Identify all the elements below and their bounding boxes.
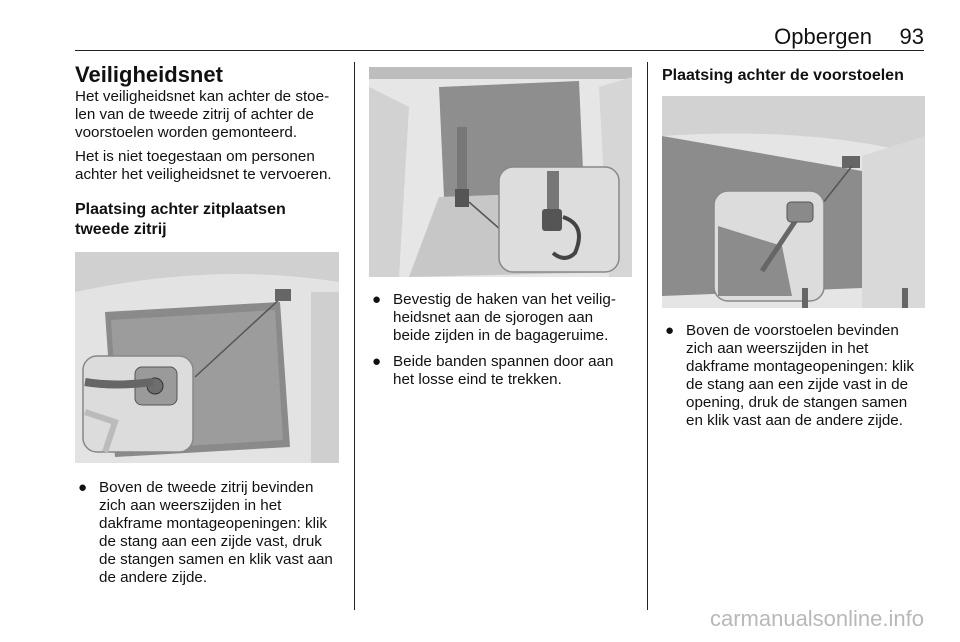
- bullet-list-cargo: [369, 291, 632, 389]
- list-item: [662, 322, 925, 430]
- warning-paragraph: Het is niet toegestaan om personen achter het veiligheidsnet te vervoeren.: [75, 148, 332, 183]
- list-item-text: Boven de voorstoelen bevinden zich aan weerszijden in het dakframe montageopeningen: klik de stang aan een zijde vast in de opening, druk de stangen samen en klik vast aan de andere zijde.: [686, 322, 914, 429]
- illustration-second-row-drawing: [75, 252, 339, 463]
- page-number: 93: [899, 24, 924, 49]
- bullet-list-front-seats: [662, 322, 925, 430]
- header-rule: [75, 50, 924, 51]
- watermark-text: carmanualsonline.info: [709, 606, 924, 631]
- section-heading: Veiligheidsnet: [75, 62, 223, 87]
- left-column: [75, 62, 339, 595]
- list-item-text: Bevestig de haken van het veiligheidsnet aan de sjorogen aan beide zijden in de bagageruime.: [393, 291, 616, 344]
- middle-column: [369, 67, 632, 397]
- list-item: [369, 353, 632, 389]
- list-item: [369, 291, 632, 345]
- bullet-icon: ●: [78, 479, 88, 496]
- list-item-text: Beide banden spannen door aan het losse eind te trekken.: [393, 353, 614, 388]
- right-column: [662, 66, 925, 438]
- bullet-list-second-row: [75, 479, 339, 587]
- subheading-front-seats: Plaatsing achter de voorstoelen: [662, 67, 904, 84]
- illustration-front-seats-drawing: [662, 96, 925, 308]
- column-divider-right: [647, 62, 648, 610]
- illustration-second-row: [75, 252, 339, 463]
- column-divider-left: [354, 62, 355, 610]
- bullet-icon: ●: [665, 322, 675, 339]
- page-title: Opbergen: [774, 24, 872, 49]
- illustration-front-seats: [662, 96, 925, 308]
- list-item-text: Boven de tweede zitrij bevinden zich aan weerszijden in het dakframe montageopeningen: klik de stang aan een zijde vast, druk de stangen samen en klik vast aan de andere zijde.: [99, 479, 333, 586]
- bullet-icon: ●: [372, 353, 382, 370]
- bullet-icon: ●: [372, 291, 382, 308]
- list-item: [75, 479, 339, 587]
- illustration-cargo-hooks: [369, 67, 632, 277]
- illustration-cargo-hooks-drawing: [369, 67, 632, 277]
- page-header: [0, 0, 960, 52]
- subheading-second-row: Plaatsing achter zitplaatsen tweede zitrij: [75, 201, 286, 238]
- intro-paragraph: Het veiligheidsnet kan achter de stoelen van de tweede zitrij of achter de voorstoelen worden gemonteerd.: [75, 88, 330, 141]
